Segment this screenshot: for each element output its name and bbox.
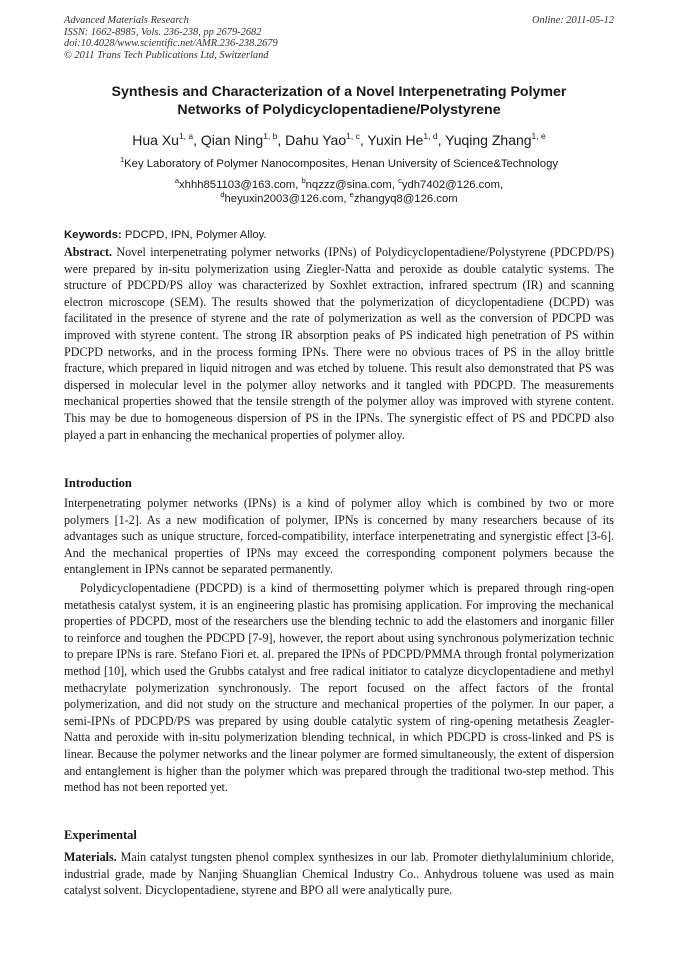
email-link[interactable]: xhhh851103@163.com bbox=[179, 179, 296, 191]
author bbox=[367, 132, 445, 148]
email-separator: , bbox=[343, 192, 350, 205]
author-affil-mark: 1, a bbox=[178, 131, 194, 141]
author bbox=[285, 132, 367, 148]
email-line-1 bbox=[64, 176, 614, 193]
title-line-2: Networks of Polydicyclopentadiene/Polystyrene bbox=[177, 102, 501, 118]
author-name: Yuqing Zhang bbox=[445, 132, 532, 148]
author-affil-mark: 1, b bbox=[263, 131, 278, 141]
keywords bbox=[64, 228, 616, 243]
intro-paragraph-2: Polydicyclopentadiene (PDCPD) is a kind of thermosetting polymer which is prepared through ring-open metathesis catalyst system, it is an engineering plastic has promising application. For improving the mechanical properties of PDCPD, most of the researchers use the blending technic to add the elastomers and inorganic filler to reinforce and toughen the PDCPD [7-9], however, the report about using synchronous polymerization technic to prepare IPNs is rare. Stefano Fiori et. al. prepared the IPNs of PDCPD/PMMA through frontal polymerization method [10], which used the Grubbs catalyst and free radical initiator to catalyze dicyclopentadiene and methyl methacrylate polymerization synchronously. The report focused on the affect factors of the frontal polymerization, and did not study on the structure and mechanical properties of the polymer. In our paper, a semi-IPNs of PDCPD/PS was prepared by using double catalytic system of ring-opening metathesis Zeagler-Natta and peroxide with in-situ polymerization blending technical, in which PDCPD is cross-linked and PS is linear. Because the polymer networks and the linear polymer are formed simultaneously, the extent of dispersion and entanglement is higher than the polymer which was prepared through the traditional two-step method. This method has not been reported yet. bbox=[64, 581, 614, 795]
email-mark: a bbox=[174, 176, 180, 185]
email-link[interactable]: zhangyq8@126.com bbox=[353, 192, 458, 205]
abstract-text: Novel interpenetrating polymer networks (IPNs) of Polydicyclopentadiene/Polystyrene (PDCPD/PS) were prepared by in-situ polymerization using Ziegler-Natta and peroxide as double catalytic systems. The structure of PDCPD/PS alloy was characterized by Soxhlet extraction, infrared spectrum (IR) and scanning electron microscope (SEM). The results showed that the polymerization of dicyclopentadiene (DCPD) was facilitated in the presence of styrene and the rate of polymerization as well as the conversion of PDCPD was improved with styrene content. The strong IR absorption peaks of PS indicated high penetration of PS within PDCPD networks, and in the process forming IPNs. There were no obvious traces of PS in the alloy brittle fracture, which prepared in liquid nitrogen and was etched by toluene. This result also demonstrated that PS was dispersed in molecular level in the polymer alloy networks and it tangled with PDCPD. The measurements mechanical properties showed that the tensile strength of the polymer alloy was improved with styrene content. This may be due to homogeneous dispersion of PS in the IPNs. The synergistic effect of PS and PDCPD also played a part in enhancing the mechanical properties of polymer alloy. bbox=[64, 245, 614, 442]
keywords-text: PDCPD, IPN, Polymer Alloy. bbox=[121, 229, 267, 241]
abstract bbox=[64, 244, 614, 443]
affiliation-mark: 1 bbox=[119, 155, 125, 164]
issn-line: ISSN: 1662-8985, Vols. 236-238, pp 2679-2682 bbox=[64, 26, 262, 38]
email-separator: , bbox=[391, 179, 399, 191]
journal-header bbox=[64, 15, 278, 61]
materials-label: Materials. bbox=[64, 850, 117, 864]
section-heading-introduction: Introduction bbox=[64, 476, 132, 490]
author bbox=[201, 132, 285, 148]
materials-paragraph bbox=[64, 849, 614, 899]
doi-line: doi:10.4028/www.scientific.net/AMR.236-238.2679 bbox=[64, 38, 278, 50]
email-list bbox=[64, 176, 614, 206]
author-list bbox=[64, 131, 614, 149]
materials-text: Main catalyst tungsten phenol complex synthesizes in our lab. Promoter diethylaluminium chloride, industrial grade, made by Nanjing Shuanglian Chemical Industry Co.. Anhydrous toluene was used as main catalyst solvent. Dicyclopentadiene, styrene and BPO all were analytically pure. bbox=[64, 850, 614, 898]
email-link[interactable]: nqzzz@sina.com bbox=[305, 179, 392, 191]
author-separator: , bbox=[437, 132, 446, 148]
journal-name: Advanced Materials Research bbox=[64, 15, 189, 26]
email-line-2 bbox=[64, 189, 614, 207]
keywords-label: Keywords: bbox=[64, 229, 122, 241]
paper-title bbox=[64, 83, 614, 119]
author-name: Yuxin He bbox=[367, 132, 424, 148]
author-name: Dahu Yao bbox=[285, 132, 347, 148]
author-separator: , bbox=[359, 132, 368, 148]
author-name: Qian Ning bbox=[200, 132, 264, 148]
author bbox=[132, 132, 201, 148]
author-name: Hua Xu bbox=[132, 132, 179, 148]
affiliation-text: Key Laboratory of Polymer Nanocomposites, Henan University of Science&Technology bbox=[124, 158, 559, 170]
email-mark: e bbox=[349, 189, 354, 199]
section-heading-experimental: Experimental bbox=[64, 828, 137, 842]
email-link[interactable]: heyuxin2003@126.com bbox=[224, 192, 344, 205]
author-separator: , bbox=[193, 132, 201, 148]
affiliation bbox=[64, 157, 614, 171]
email-separator: , bbox=[295, 179, 302, 191]
copyright-line: © 2011 Trans Tech Publications Ltd, Switzerland bbox=[64, 49, 269, 61]
email-link[interactable]: ydh7402@126.com bbox=[401, 179, 500, 191]
author-affil-mark: 1, e bbox=[531, 131, 546, 141]
title-line-1: Synthesis and Characterization of a Novel Interpenetrating Polymer bbox=[111, 84, 567, 100]
abstract-label: Abstract. bbox=[64, 245, 113, 259]
author-separator: , bbox=[277, 132, 286, 148]
author bbox=[445, 132, 546, 148]
email-separator: , bbox=[500, 179, 504, 191]
email-mark: b bbox=[301, 176, 306, 185]
email-mark: d bbox=[220, 189, 225, 199]
email-mark: c bbox=[398, 176, 402, 185]
intro-paragraph-1: Interpenetrating polymer networks (IPNs) is a kind of polymer alloy which is combined by two or more polymers [1-2]. As a new modification of polymer, IPNs is concerned by many researchers because of its advantages such as unique structure, forced-compatibility, interface interpenetrating and synergistic effect [3-6]. And the mechanical properties of IPNs may exceed the corresponding component polymers because the entanglement in IPNs cannot be separated permanently. bbox=[64, 496, 614, 577]
author-affil-mark: 1, c bbox=[346, 131, 360, 141]
online-date: Online: 2011-05-12 bbox=[531, 15, 614, 26]
author-affil-mark: 1, d bbox=[423, 131, 438, 141]
